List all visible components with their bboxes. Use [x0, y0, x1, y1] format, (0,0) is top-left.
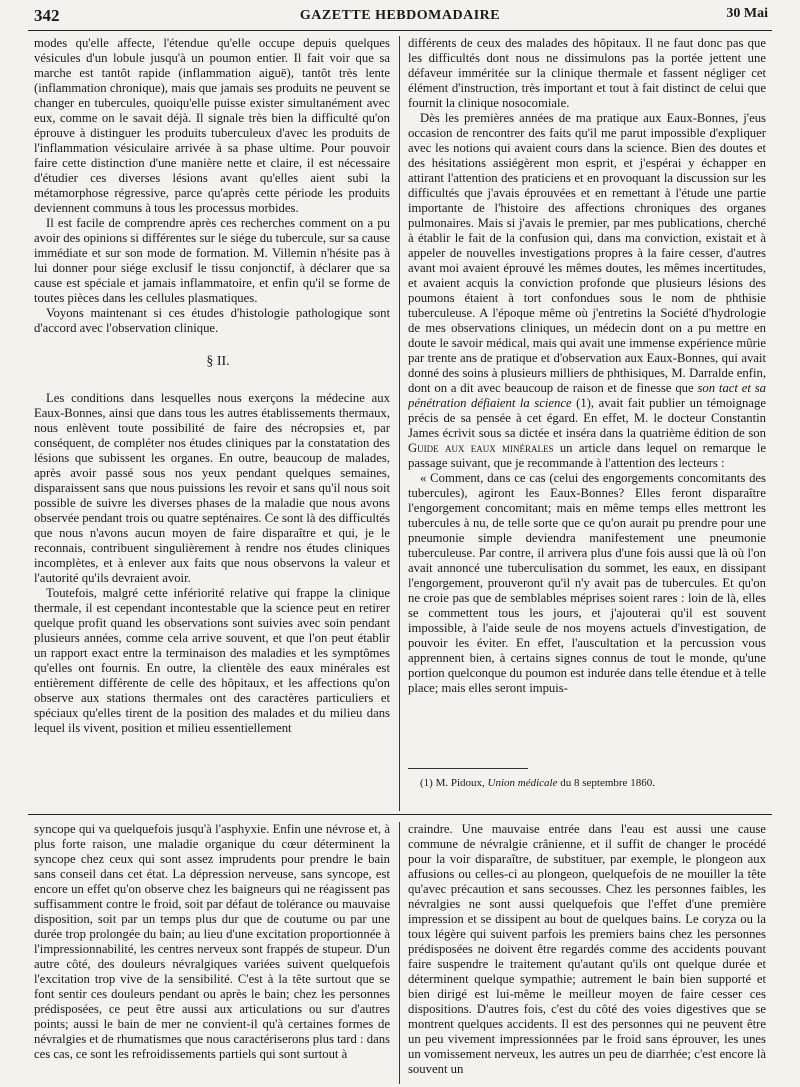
paragraph: « Comment, dans ce cas (celui des engorgements concomitants des tubercules), agiront les Eaux-Bonnes? Elles feront disparaître l'engorgement concomitant; mais en même temps elles mettront les tubercules à nu, de telle sorte que ce qu'on aurait pu prendre pour une pneumonie simple deviendra manifestement une pneumonie tuberculeuse. Par contre, il arrivera plus d'une fois aussi que là où l'on avait annoncé une tuberculisation du sommet, les eaux, en dissipant l'engorgement, prouveront qu'il n'y avait pas de tubercules. Et qu'on ne croie pas que de semblables méprises soient rares : loin de là, elles se commettent tous les jours, et j'ajouterai qu'il est souvent impossible, à l'aide seule de nos moyens actuels d'investigation, de pouvoir les éviter. En effet, l'auscultation et la percussion vous apprennent bien, à certains signes connus de tout le monde, qu'une portion quelconque du poumon est indurée dans telle étendue et à telle place; mais elles seront impuis-	[408, 471, 766, 695]
top-left-column	[34, 36, 390, 811]
paragraph: craindre. Une mauvaise entrée dans l'eau est aussi une cause commune de névralgie crânienne, et il suffit de changer le procédé pour la voir disparaître, de substituer, par exemple, le plongeon aux affusions ou celles-ci au plongeon, quelquefois de ne mouiller la tête qu'avec précaution et sans secousses. Chez les personnes faibles, les névralgies ne sont aussi quelquefois que l'effet d'une première impression et se dissipent au bout de quelques bains. Le coryza ou la toux légère qui suivent parfois les premiers bains chez les personnes prédisposées ne doivent être regardés comme des accidents pouvant faire suspendre le traitement qu'autant qu'ils ont quelque durée et déterminent quelque sympathie; autrement le bain bien supporté et bien dirigé est lui-même le meilleur moyen de faire cesser ces dispositions. D'autres fois, c'est du côté des voies digestives que se montrent quelques accidents. Il est des personnes qui ne peuvent être un peu vivement impressionnées par le froid sans éprouver, les unes un vomissement nerveux, les autres un peu de diarrhée; c'est encore là souvent un	[408, 822, 766, 1076]
column-divider	[399, 36, 400, 811]
paragraph: Les conditions dans lesquelles nous exerçons la médecine aux Eaux-Bonnes, ainsi que dans tous les autres établissements thermaux, nous enlèvent toute possibilité de faire des nécropsies et, par conséquent, de compléter nos études cliniques par la constatation des lésions que subissent les organes. En outre, beaucoup de malades, après avoir passé sous nos yeux pendant quelques semaines, disparaissent sans que nous puissions les revoir et sans qu'il nous soit possible de suivre les diverses phases de la maladie que nous avons observée pendant trois ou quatre septénaires. Ce sont là des difficultés que nous n'avons aucun moyen de faire disparaître et qui, je le reconnais, contribuent singulièrement à rendre nos études cliniques incomplètes, et à enlever aux faits que nous observons la valeur et l'autorité qu'ils devraient avoir.	[34, 391, 390, 585]
paragraph: Il est facile de comprendre après ces recherches comment on a pu avoir des opinions si différentes sur le siége du tubercule, sur sa cause immédiate et sur son mode de formation. M. Villemin n'hésite pas à lui donner pour siége exclusif le tissu conjonctif, à déclarer que sa cause est spéciale et jamais inflammatoire, et enfin qu'il se forme de toutes pièces dans les cellules plasmatiques.	[34, 216, 390, 305]
paragraph: syncope qui va quelquefois jusqu'à l'asphyxie. Enfin une névrose et, à plus forte raison, une maladie organique du cœur déterminent la syncope chez ceux qui sont assez imprudents pour prendre le bain sans conseil dans cet état. La dépression nerveuse, sans syncope, est encore un effet qu'on observe chez les baigneurs qui ne réagissent pas suffisamment contre le froid, soit par défaut de tolérance ou mauvaise disposition, soit par un temps plus dur que de coutume ou par une durée trop prolongée du bain; au lieu d'une excitation proportionnée à l'impressionnabilité, les centres nerveux sont frappés de stupeur. D'un autre côté, des douleurs névralgiques variées suivent quelquefois l'excitation trop vive de la sensibilité. C'est à la tête surtout que se font sentir ces douleurs pendant ou après le bain; chez les personnes prédisposées, ce peut être aussi aux articulations ou sur d'autres points; aussi le bain de mer ne convient-il qu'à certaines formes de névralgies et de rhumatismes que nous caractériserons plus tard : dans ces cas, ce sont les refroidissements partiels qui sont surtout à	[34, 822, 390, 1061]
paragraph: Toutefois, malgré cette infériorité relative qui frappe la clinique thermale, il est cependant incontestable que la science peut en retirer quelque profit quand les observations sont suivies avec soin pendant plusieurs années, comme cela arrive souvent, et que l'on peut établir un rapport exact entre la terminaison des maladies et les symptômes qu'elles ont fournis. En outre, la clientèle des eaux minérales est entièrement différente de celle des hôpitaux, et les affections qu'on observe aux stations thermales ont des caractères particuliers et spéciaux qu'elles tirent de la position des malades et du milieu dans lequel ils vivent, position et milieu essentiellement	[34, 586, 390, 735]
italic-quote: son tact et sa pénétration défiaient la science	[408, 381, 766, 410]
page-header	[28, 4, 772, 30]
section-title: § II.	[206, 354, 230, 369]
paragraph: différents de ceux des malades des hôpitaux. Il ne faut donc pas que les difficultés dont nous ne dissimulons pas la portée jettent une défaveur imméritée sur la clinique thermale et fassent négliger cet élément d'instruction, très important et tout à fait distinct de celui que fournit la clinique nosocomiale.	[408, 36, 766, 110]
footnote-journal: Union médicale	[487, 777, 558, 789]
paragraph: modes qu'elle affecte, l'étendue qu'elle occupe depuis quelques vésicules d'un lobule jusqu'à un poumon entier. Il fait voir que sa marche est tantôt rapide (inflammation aiguë), tantôt très lente (inflammation chronique), mais que jamais ses produits ne peuvent se changer en tubercules, quoiqu'elle puisse exister simultanément avec eux, comme on le savait déjà. Il signale très bien la difficulté qu'on éprouve à distinguer les produits tuberculeux d'avec les produits de l'inflammation vésiculaire arrivée à sa phase ultime. Pour pouvoir faire cette distinction d'une manière nette et claire, il est nécessaire d'étudier ces diverses lésions avant qu'elles aient subi la métamorphose régressive, parce qu'après cette période les produits deviennent communs à tous les processus morbides.	[34, 36, 390, 215]
page-number: 342	[34, 6, 60, 25]
journal-title: GAZETTE HEBDOMADAIRE	[299, 8, 501, 23]
header-rule	[28, 30, 772, 31]
footnote: (1) M. Pidoux, Union médicale du 8 septembre 1860.	[420, 777, 655, 789]
section-rule	[28, 814, 772, 815]
footnote-rule	[408, 768, 528, 769]
column-divider	[399, 822, 400, 1084]
paragraph: Voyons maintenant si ces études d'histologie pathologique sont d'accord avec l'observation clinique.	[34, 306, 390, 335]
top-right-column	[408, 36, 766, 760]
issue-date: 30 Mai	[726, 6, 768, 21]
bottom-left-column	[34, 822, 390, 1084]
bottom-right-column	[408, 822, 766, 1084]
book-title: Guide aux eaux minérales	[408, 441, 554, 455]
paragraph: Dès les premières années de ma pratique aux Eaux-Bonnes, j'eus occasion de rencontrer des faits qu'il me parut impossible d'expliquer avec les notions qui avaient cours dans la science. Bien des doutes et des hésitations assiégèrent mon esprit, et j'espérai y échapper en attirant l'attention des praticiens et en provoquant la discussion sur les difficultés que j'avais éprouvées et en remettant à l'étude une partie importante de l'histoire des affections chroniques des organes pulmonaires. Mais si j'avais le premier, par mes publications, cherché à établir le fait de la confusion qui, dans ma conviction, existait et à appeler de nouvelles investigations propres à la faire cesser, d'autres avant moi avaient éprouvé les mêmes doutes, les mêmes incertitudes, et avaient acquis la conviction profonde que plusieurs lésions des poumons étaient à tort confondues sous le nom de phthisie tuberculeuse. A l'époque même où j'entretins la Société d'hydrologie de mes observations cliniques, un médecin dont on a pu mettre en doute le savoir médical, mais qui avait une immense expérience mûrie par trente ans de pratique et d'observation aux Eaux-Bonnes, qui avait donné des soins à plusieurs milliers de phthisiques, M. Darralde enfin, dont on a dit avec beaucoup de raison et de finesse que son tact et sa pénétration défiaient la science (1), avait fait publier un témoignage précis de sa pensée à cet égard. En effet, M. le docteur Constantin James écrivit sous sa dictée et inséra dans la quatrième édition de son Guide aux eaux minérales un article dans lequel on remarque le passage suivant, que je recommande à l'attention des lecteurs :	[408, 111, 766, 470]
